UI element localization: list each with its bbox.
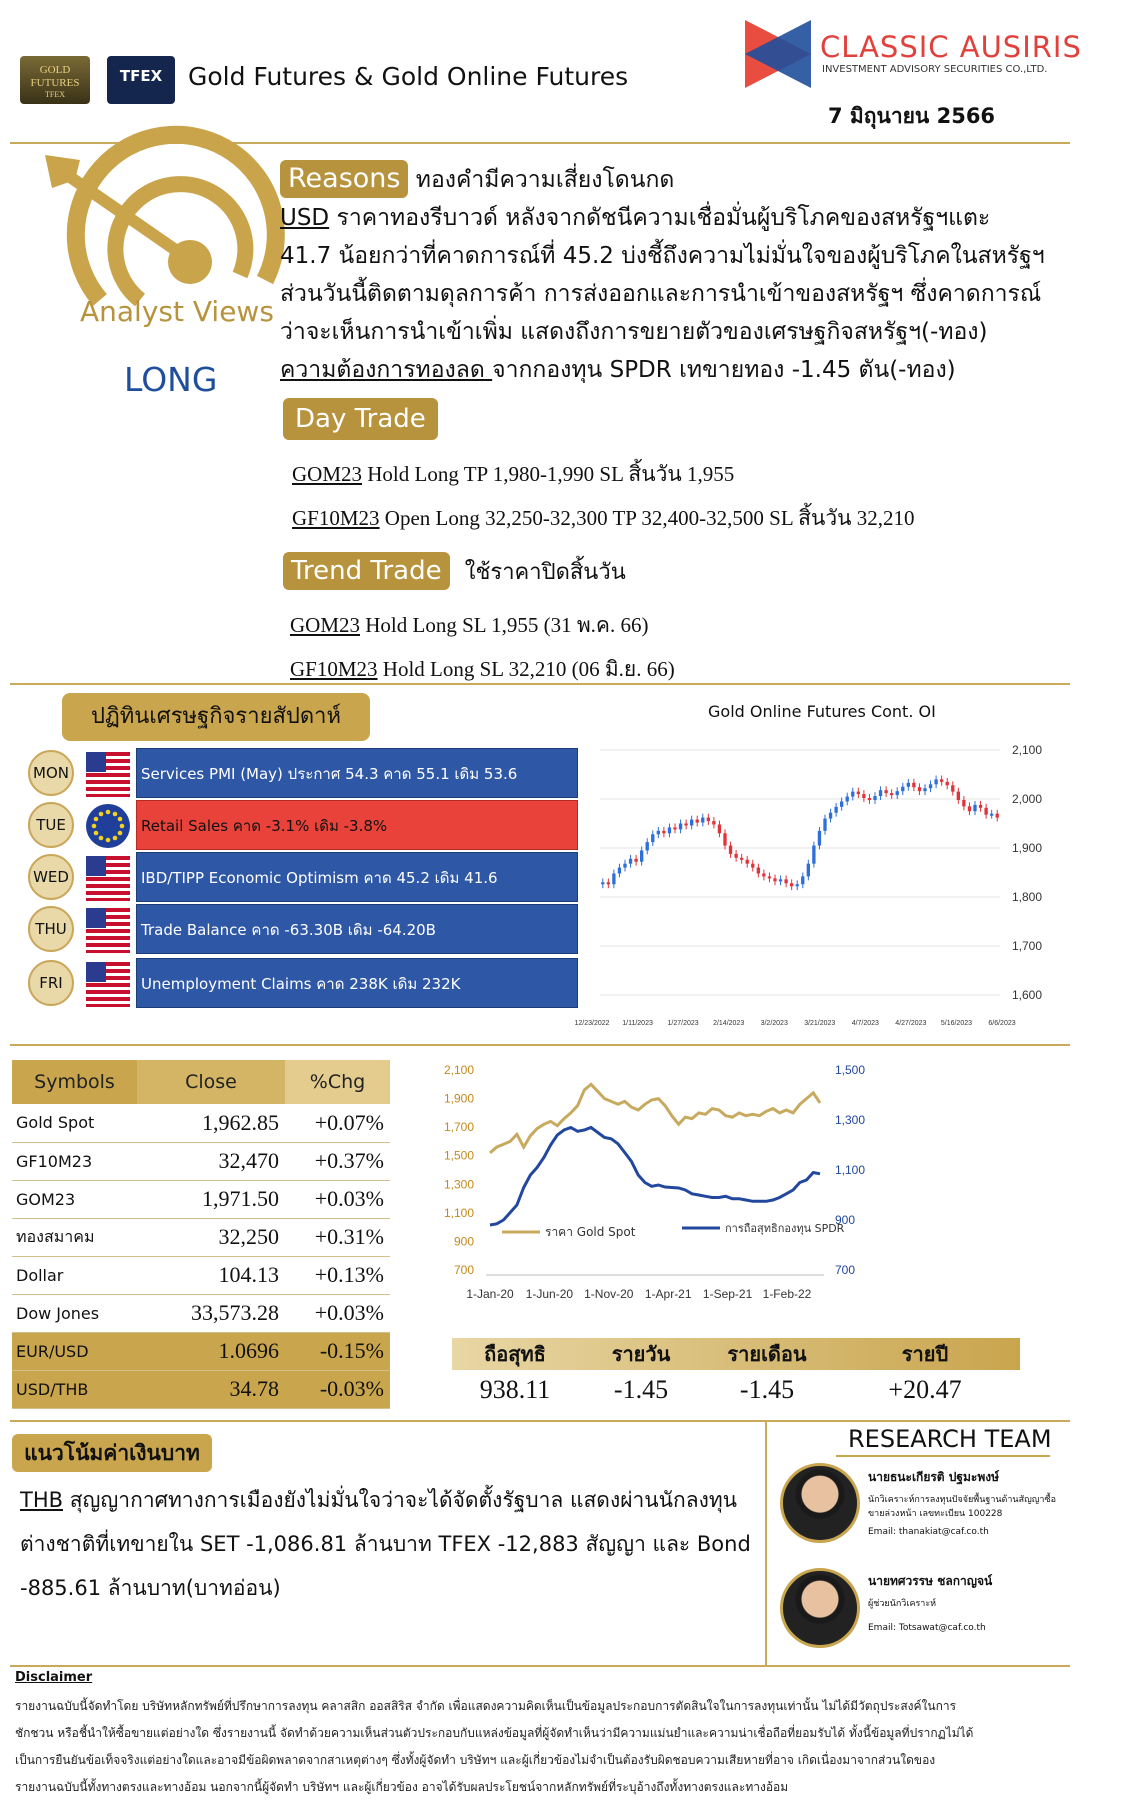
candle bbox=[651, 834, 654, 842]
candle bbox=[968, 806, 971, 811]
disclaimer-line: ชักชวน หรือชี้นำให้ซื้อขายแต่อย่างใด ซึ่งรายงานนี้ จัดทำด้วยความเห็นส่วนตัวประกอบกับแหล่งข้อมูลที่ผู้จัดทำเห็นว่ามีความแม่นยำและความน่าเชื่อถือที่ยอมรับได้ ทั้งนี้ข้อมูลที่ปรากฏไม่ได้ bbox=[15, 1726, 974, 1740]
legend-label: การถือสุทธิกองทุน SPDR bbox=[725, 1222, 845, 1235]
candle bbox=[634, 859, 637, 862]
candle bbox=[612, 873, 615, 884]
baht-tag: แนวโน้มค่าเงินบาท bbox=[12, 1434, 212, 1472]
candle bbox=[784, 879, 787, 883]
table-row: USD/THB 34.78 -0.03% bbox=[12, 1370, 390, 1408]
candle bbox=[762, 873, 765, 876]
table-row: Dollar 104.13 +0.13% bbox=[12, 1256, 390, 1294]
table-row: EUR/USD 1.0696 -0.15% bbox=[12, 1332, 390, 1370]
candle bbox=[946, 782, 949, 785]
disclaimer-line: รายงานฉบับนี้จัดทำโดย บริษัทหลักทรัพย์ที่ปรึกษาการลงทุน คลาสสิก ออสสิริส จำกัด เพื่อแสดงความคิดเห็นเป็นข้อมูลประกอบการตัดสินใจในการลงทุนเท่านั้น ไม่ได้มีวัตถุประสงค์ในการ bbox=[15, 1699, 957, 1713]
person-name: นายทศวรรษ ชลกาญจน์ bbox=[868, 1574, 993, 1588]
spdr-header: รายวัน bbox=[611, 1342, 671, 1366]
candle bbox=[757, 868, 760, 874]
us-flag-icon bbox=[86, 908, 130, 952]
usd-line-4: ว่าจะเห็นการนำเข้าเพิ่ม แสดงถึงการขยายตัวของเศรษฐกิจสหรัฐฯ(-ทอง) bbox=[280, 319, 988, 345]
company-name: CLASSIC AUSIRIS bbox=[820, 30, 1082, 64]
person-role: ผู้ช่วยนักวิเคราะห์ bbox=[868, 1599, 937, 1609]
y-tick-label: 2,000 bbox=[1012, 792, 1043, 806]
company-sub: INVESTMENT ADVISORY SECURITIES CO.,LTD. bbox=[822, 64, 1048, 75]
trend-trade-item: GOM23 Hold Long SL 1,955 (31 พ.ค. 66) bbox=[290, 613, 649, 637]
baht-line-1: สุญญากาศทางการเมืองยังไม่มั่นใจว่าจะได้จัดตั้งรัฐบาล แสดงผ่านนักลงทุน bbox=[63, 1488, 738, 1512]
candle bbox=[901, 787, 904, 791]
trend-trade-note: ใช้ราคาปิดสิ้นวัน bbox=[464, 560, 626, 585]
candle bbox=[879, 790, 882, 796]
candle bbox=[696, 820, 699, 823]
x-tick-label: 1-Jun-20 bbox=[525, 1287, 574, 1301]
y-right-tick-label: 1,500 bbox=[835, 1063, 866, 1077]
candle bbox=[768, 876, 771, 878]
gold-spdr-chart bbox=[440, 1050, 1020, 1320]
x-tick-label: 1-Apr-21 bbox=[644, 1287, 692, 1301]
thb-label: THB bbox=[20, 1488, 64, 1512]
demand-label: ความต้องการทองลด bbox=[280, 357, 493, 383]
oi-chart-title: Gold Online Futures Cont. OI bbox=[708, 702, 936, 721]
table-row: GF10M23 32,470 +0.37% bbox=[12, 1142, 390, 1180]
spdr-value: -1.45 bbox=[739, 1375, 795, 1404]
y-left-tick-label: 1,300 bbox=[443, 1177, 474, 1192]
candle bbox=[979, 805, 982, 808]
candle bbox=[957, 792, 960, 800]
candle bbox=[723, 833, 726, 845]
day-label: THU bbox=[28, 906, 74, 952]
person-name: นายธนะเกียรติ ปฐมะพงษ์ bbox=[868, 1470, 1000, 1484]
usd-line-3: ส่วนวันนี้ติดตามดุลการค้า การส่งออกและการนำเข้าของสหรัฐฯ ซึ่งคาดการณ์ bbox=[280, 281, 1042, 307]
legend-label: ราคา Gold Spot bbox=[545, 1225, 636, 1239]
report-date: 7 มิถุนายน 2566 bbox=[828, 104, 996, 128]
spdr-header: รายเดือน bbox=[727, 1342, 807, 1366]
candle bbox=[796, 884, 799, 886]
candle bbox=[951, 785, 954, 791]
candle bbox=[846, 797, 849, 802]
x-tick-label: 4/27/2023 bbox=[895, 1020, 927, 1027]
candle bbox=[607, 882, 610, 884]
y-tick-label: 2,100 bbox=[1012, 743, 1043, 757]
x-tick-label: 1-Nov-20 bbox=[584, 1287, 634, 1301]
candle bbox=[718, 824, 721, 833]
candle bbox=[623, 864, 626, 868]
col-header: %Chg bbox=[285, 1060, 390, 1104]
calendar-event: Retail Sales คาด -3.1% เดิม -3.8% bbox=[136, 800, 578, 850]
y-left-tick-label: 2,100 bbox=[443, 1063, 474, 1077]
disclaimer-line: เป็นการยืนยันข้อเท็จจริงแต่อย่างใดและอาจมีข้อผิดพลาดจากสาเหตุต่างๆ ซึ่งทั้งผู้จัดทำ บริษัทฯ และผู้เกี่ยวข้องไม่จำเป็นต้องรับผิดชอบความเสียหายที่อาจ เกิดเนื่องมาจากส่วนใดของ bbox=[15, 1753, 936, 1767]
trend-trade-symbol: GF10M23 bbox=[290, 657, 378, 681]
trend-trade-item: GF10M23 Hold Long SL 32,210 (06 มิ.ย. 66) bbox=[290, 657, 675, 681]
candle bbox=[884, 790, 887, 793]
calendar-row bbox=[28, 748, 578, 800]
candle bbox=[662, 831, 665, 833]
person-email: Email: thanakiat@caf.co.th bbox=[868, 1527, 989, 1537]
y-tick-label: 1,600 bbox=[1012, 988, 1043, 1002]
candle bbox=[740, 858, 743, 860]
day-label: MON bbox=[28, 750, 74, 796]
candle bbox=[896, 791, 899, 795]
candle bbox=[812, 846, 815, 864]
candle bbox=[973, 805, 976, 811]
candle bbox=[990, 814, 993, 816]
candle bbox=[618, 868, 621, 874]
candle bbox=[857, 792, 860, 794]
calendar-event: Services PMI (May) ประกาศ 54.3 คาด 55.1 เดิม 53.6 bbox=[136, 748, 578, 798]
page-title: Gold Futures & Gold Online Futures bbox=[188, 62, 629, 91]
col-header: Symbols bbox=[12, 1060, 137, 1104]
y-right-tick-label: 700 bbox=[835, 1263, 856, 1277]
person-role: นักวิเคราะห์การลงทุนปัจจัยพื้นฐานด้านสัญญาซื้อขายล่วงหน้า เลขทะเบียน 100228 bbox=[868, 1495, 1056, 1519]
candle bbox=[929, 784, 932, 788]
table-row: Dow Jones 33,573.28 +0.03% bbox=[12, 1294, 390, 1332]
x-tick-label: 3/21/2023 bbox=[804, 1020, 836, 1027]
y-tick-label: 1,700 bbox=[1012, 939, 1043, 953]
candle bbox=[851, 792, 854, 797]
candle bbox=[934, 779, 937, 784]
day-trade-symbol: GF10M23 bbox=[292, 506, 380, 530]
y-left-tick-label: 1,700 bbox=[443, 1120, 474, 1135]
y-tick-label: 1,800 bbox=[1012, 890, 1043, 904]
candle bbox=[690, 820, 693, 826]
eu-flag-icon bbox=[86, 804, 130, 848]
col-header: Close bbox=[137, 1060, 285, 1104]
candle bbox=[701, 818, 704, 823]
day-trade-item: GF10M23 Open Long 32,250-32,300 TP 32,400-32,500 SL สิ้นวัน 32,210 bbox=[292, 506, 915, 530]
usd-label: USD bbox=[280, 205, 330, 231]
reasons-tag: Reasons bbox=[280, 160, 408, 198]
y-left-tick-label: 1,500 bbox=[443, 1148, 474, 1163]
candle bbox=[629, 859, 632, 864]
tfex-logo: TFEX bbox=[107, 56, 175, 104]
table-row: Gold Spot 1,962.85 +0.07% bbox=[12, 1104, 390, 1142]
x-tick-label: 4/7/2023 bbox=[851, 1020, 879, 1027]
candle bbox=[801, 876, 804, 884]
research-title: RESEARCH TEAM bbox=[848, 1425, 1052, 1453]
candle bbox=[734, 854, 737, 858]
candle bbox=[918, 787, 921, 791]
candle bbox=[940, 779, 943, 781]
series-line bbox=[490, 1084, 820, 1153]
baht-line-3: -885.61 ล้านบาท(บาทอ่อน) bbox=[20, 1576, 281, 1600]
us-flag-icon bbox=[86, 962, 130, 1006]
x-tick-label: 1-Sep-21 bbox=[702, 1287, 753, 1301]
calendar-event: Trade Balance คาด -63.30B เดิม -64.20B bbox=[136, 904, 578, 954]
y-right-tick-label: 900 bbox=[835, 1213, 856, 1227]
day-label: TUE bbox=[28, 802, 74, 848]
analyst-view: LONG bbox=[124, 360, 218, 399]
demand-text: จากกองทุน SPDR เทขายทอง -1.45 ตัน(-ทอง) bbox=[492, 357, 956, 383]
spdr-value: -1.45 bbox=[613, 1375, 669, 1404]
candle bbox=[834, 807, 837, 813]
trend-trade-symbol: GOM23 bbox=[290, 613, 361, 637]
spdr-value: 938.11 bbox=[479, 1375, 551, 1404]
day-trade-tag: Day Trade bbox=[283, 398, 438, 440]
candle bbox=[673, 827, 676, 829]
candle bbox=[646, 842, 649, 850]
person-email: Email: Totsawat@caf.co.th bbox=[868, 1623, 986, 1633]
spdr-value: +20.47 bbox=[888, 1375, 962, 1404]
candle bbox=[773, 878, 776, 881]
analyst-photo-2 bbox=[780, 1568, 860, 1648]
day-label: FRI bbox=[28, 960, 74, 1006]
day-trade-symbol: GOM23 bbox=[292, 462, 363, 486]
x-tick-label: 1/27/2023 bbox=[667, 1020, 699, 1027]
gold-futures-logo: GOLD FUTURES TFEX bbox=[20, 56, 90, 104]
y-left-tick-label: 900 bbox=[453, 1234, 474, 1249]
spdr-header: รายปี bbox=[901, 1342, 949, 1366]
candle bbox=[746, 860, 749, 864]
candle bbox=[818, 831, 821, 846]
x-tick-label: 3/2/2023 bbox=[760, 1020, 788, 1027]
us-flag-icon bbox=[86, 752, 130, 796]
day-trade-item: GOM23 Hold Long TP 1,980-1,990 SL สิ้นวัน 1,955 bbox=[292, 462, 735, 486]
calendar-row bbox=[28, 852, 578, 904]
disclaimer-line: รายงานฉบับนี้ทั้งทางตรงและทางอ้อม นอกจากนี้ผู้จัดทำ บริษัทฯ และผู้เกี่ยวข้อง อาจได้รับผลประโยชน์จากหลักทรัพย์ที่ระบุอ้างถึงทั้งทางตรงและทางอ้อม bbox=[15, 1780, 789, 1794]
series-line bbox=[490, 1128, 820, 1226]
analyst-photo-1 bbox=[780, 1463, 860, 1543]
target-icon bbox=[40, 150, 270, 300]
candle bbox=[840, 801, 843, 806]
candle bbox=[907, 783, 910, 787]
x-tick-label: 1-Feb-22 bbox=[762, 1287, 812, 1301]
candle bbox=[807, 864, 810, 877]
candle bbox=[996, 814, 999, 818]
analyst-target-icon bbox=[40, 150, 270, 300]
y-left-tick-label: 1,100 bbox=[443, 1205, 474, 1220]
candle bbox=[890, 793, 893, 795]
table-row: ทองสมาคม 32,250 +0.31% bbox=[12, 1218, 390, 1256]
y-right-tick-label: 1,300 bbox=[835, 1113, 866, 1127]
candle bbox=[912, 783, 915, 787]
disclaimer-title: Disclaimer bbox=[15, 1670, 93, 1685]
candle bbox=[790, 883, 793, 886]
candle bbox=[684, 824, 687, 826]
usd-line-1: ราคาทองรีบาวด์ หลังจากดัชนีความเชื่อมั่นผู้บริโภคของสหรัฐฯแตะ bbox=[329, 205, 991, 231]
candle bbox=[729, 846, 732, 854]
spdr-table bbox=[452, 1338, 1020, 1410]
candle bbox=[829, 813, 832, 819]
oi-chart bbox=[574, 740, 1070, 1030]
candle bbox=[962, 800, 965, 806]
table-header bbox=[12, 1060, 390, 1104]
y-tick-label: 1,900 bbox=[1012, 841, 1043, 855]
calendar-title: ปฏิทินเศรษฐกิจรายสัปดาห์ bbox=[62, 693, 370, 741]
reasons-headline: ทองคำมีความเสี่ยงโดนกด bbox=[415, 167, 675, 193]
candle bbox=[751, 864, 754, 868]
candle bbox=[868, 798, 871, 800]
candle bbox=[668, 827, 671, 833]
candle bbox=[601, 882, 604, 884]
calendar-row bbox=[28, 958, 578, 1010]
calendar-row bbox=[28, 904, 578, 956]
x-tick-label: 1/11/2023 bbox=[622, 1020, 653, 1027]
company-logo-icon bbox=[745, 20, 811, 88]
company-logo bbox=[745, 20, 811, 88]
y-left-tick-label: 700 bbox=[453, 1263, 474, 1277]
candle bbox=[712, 821, 715, 824]
candle bbox=[923, 788, 926, 791]
calendar-event: Unemployment Claims คาด 238K เดิม 232K bbox=[136, 958, 578, 1008]
candle bbox=[873, 796, 876, 800]
candle bbox=[679, 824, 682, 830]
x-tick-label: 12/23/2022 bbox=[574, 1020, 610, 1027]
calendar-event: IBD/TIPP Economic Optimism คาด 45.2 เดิม 41.6 bbox=[136, 852, 578, 902]
trend-trade-tag: Trend Trade bbox=[283, 552, 450, 590]
calendar-row bbox=[28, 800, 578, 852]
x-tick-label: 1-Jan-20 bbox=[466, 1287, 514, 1301]
baht-line-2: ต่างชาติที่เทขายใน SET -1,086.81 ล้านบาท TFEX -12,883 สัญญา และ Bond bbox=[20, 1532, 751, 1556]
spdr-header: ถือสุทธิ bbox=[484, 1342, 546, 1366]
table-row: GOM23 1,971.50 +0.03% bbox=[12, 1180, 390, 1218]
candle bbox=[984, 808, 987, 815]
candle bbox=[640, 850, 643, 861]
y-right-tick-label: 1,100 bbox=[835, 1163, 866, 1177]
symbols-table bbox=[12, 1060, 390, 1409]
usd-line-2: 41.7 น้อยกว่าที่คาดการณ์ที่ 45.2 บ่งชี้ถึงความไม่มั่นใจของผู้บริโภคในสหรัฐฯ bbox=[280, 243, 1045, 269]
candle bbox=[779, 879, 782, 881]
y-left-tick-label: 1,900 bbox=[443, 1091, 474, 1106]
candle bbox=[823, 819, 826, 831]
candle bbox=[657, 831, 660, 834]
x-tick-label: 5/16/2023 bbox=[940, 1020, 973, 1027]
day-label: WED bbox=[28, 854, 74, 900]
candle bbox=[707, 818, 710, 821]
candle bbox=[862, 794, 865, 798]
analyst-label: Analyst Views bbox=[80, 295, 274, 328]
x-tick-label: 2/14/2023 bbox=[713, 1020, 745, 1027]
x-tick-label: 6/6/2023 bbox=[988, 1020, 1016, 1027]
us-flag-icon bbox=[86, 856, 130, 900]
